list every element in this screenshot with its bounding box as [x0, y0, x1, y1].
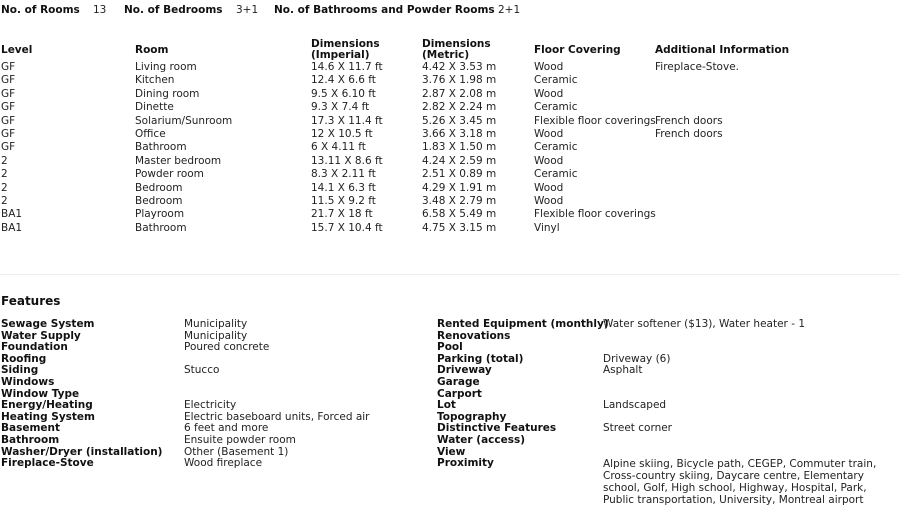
- feature-label: Topography: [437, 410, 507, 423]
- cell-floor: Wood: [534, 61, 564, 73]
- cell-imperial: 13.11 X 8.6 ft: [311, 154, 383, 167]
- cell-metric: 4.29 X 1.91 m: [422, 181, 497, 194]
- feature-label: Energy/Heating: [1, 399, 93, 412]
- rooms-count-label: No. of Rooms: [1, 4, 80, 16]
- cell-room: Office: [135, 128, 166, 140]
- table-row: [0, 115, 900, 128]
- cell-room: Bedroom: [135, 195, 183, 207]
- cell-level: GF: [1, 74, 16, 87]
- cell-room: Kitchen: [135, 74, 175, 87]
- feature-label: Lot: [437, 399, 456, 412]
- feature-label: Distinctive Features: [437, 422, 557, 435]
- col-room-header: Room: [135, 44, 169, 56]
- feature-label: Water Supply: [1, 329, 81, 342]
- cell-level: GF: [1, 141, 16, 154]
- cell-metric: 5.26 X 3.45 m: [422, 114, 497, 127]
- bedrooms-count-label: No. of Bedrooms: [124, 4, 223, 16]
- cell-imperial: 14.6 X 11.7 ft: [311, 61, 383, 73]
- cell-floor: Ceramic: [534, 101, 578, 114]
- cell-room: Powder room: [135, 168, 204, 181]
- feature-label: Pool: [437, 341, 463, 354]
- feature-label: Fireplace-Stove: [1, 457, 94, 470]
- cell-room: Solarium/Sunroom: [135, 114, 233, 127]
- cell-imperial: 14.1 X 6.3 ft: [311, 181, 376, 194]
- table-row: [0, 222, 900, 235]
- cell-room: Master bedroom: [135, 154, 222, 167]
- cell-imperial: 11.5 X 9.2 ft: [311, 195, 376, 207]
- table-row: [0, 182, 900, 195]
- cell-metric: 6.58 X 5.49 m: [422, 208, 497, 221]
- cell-level: GF: [1, 87, 16, 100]
- feature-value: 6 feet and more: [184, 422, 269, 435]
- cell-level: 2: [1, 154, 8, 167]
- cell-metric: 3.76 X 1.98 m: [422, 74, 497, 87]
- feature-value: Wood fireplace: [184, 457, 263, 470]
- feature-label: Parking (total): [437, 352, 524, 365]
- cell-room: Bathroom: [135, 141, 187, 154]
- table-row: [0, 128, 900, 141]
- table-row: [0, 74, 900, 87]
- feature-label: View: [437, 445, 466, 458]
- feature-label: Roofing: [1, 352, 47, 365]
- feature-value: Poured concrete: [184, 341, 270, 354]
- cell-imperial: 12.4 X 6.6 ft: [311, 74, 376, 87]
- col-imperial-header-line2: (Imperial): [311, 49, 370, 61]
- col-metric-header: [422, 39, 491, 61]
- cell-level: GF: [1, 61, 16, 73]
- cell-floor: Wood: [534, 128, 564, 140]
- feature-label: Siding: [1, 364, 39, 377]
- bathrooms-count-label: No. of Bathrooms and Powder Rooms: [274, 4, 495, 16]
- cell-metric: 2.82 X 2.24 m: [422, 101, 497, 114]
- cell-metric: 4.24 X 2.59 m: [422, 154, 497, 167]
- feature-value: Municipality: [184, 329, 248, 342]
- section-divider: [0, 274, 900, 275]
- cell-floor: Wood: [534, 87, 564, 100]
- col-info-header: Additional Information: [655, 44, 790, 56]
- cell-floor: Flexible floor coverings: [534, 208, 656, 221]
- table-row: [0, 208, 900, 221]
- feature-value: Electric baseboard units, Forced air: [184, 410, 370, 423]
- feature-value: Ensuite powder room: [184, 434, 296, 446]
- table-row: [0, 88, 900, 101]
- cell-level: 2: [1, 195, 8, 207]
- feature-value: Municipality: [184, 318, 248, 330]
- feature-label: Rented Equipment (monthly): [437, 318, 609, 330]
- cell-room: Dining room: [135, 87, 200, 100]
- table-row: [0, 195, 900, 208]
- cell-metric: 4.75 X 3.15 m: [422, 221, 497, 234]
- feature-label: Foundation: [1, 341, 68, 354]
- feature-value: Driveway (6): [603, 352, 671, 365]
- feature-label: Washer/Dryer (installation): [1, 445, 163, 458]
- cell-info: French doors: [655, 114, 723, 127]
- cell-level: GF: [1, 114, 16, 127]
- cell-room: Bathroom: [135, 221, 187, 234]
- feature-label: Water (access): [437, 434, 526, 446]
- cell-floor: Vinyl: [534, 221, 560, 234]
- cell-floor: Ceramic: [534, 141, 578, 154]
- feature-value: Landscaped: [603, 399, 667, 412]
- cell-room: Living room: [135, 61, 197, 73]
- feature-label: Window Type: [1, 387, 80, 400]
- cell-info: French doors: [655, 128, 723, 140]
- proximity-value: Alpine skiing, Bicycle path, CEGEP, Commuter train, Cross-country skiing, Daycare centre, Elementary school, Golf, High school, Highway, Hospital, Park, Public transportation, University, Montreal airport: [603, 458, 877, 506]
- feature-value: Other (Basement 1): [184, 445, 289, 458]
- cell-floor: Wood: [534, 154, 564, 167]
- cell-imperial: 15.7 X 10.4 ft: [311, 221, 383, 234]
- cell-room: Dinette: [135, 101, 174, 114]
- cell-room: Playroom: [135, 208, 185, 221]
- cell-info: Fireplace-Stove.: [655, 61, 739, 73]
- col-level-header: Level: [1, 44, 33, 56]
- cell-imperial: 9.3 X 7.4 ft: [311, 101, 370, 114]
- feature-label: Windows: [1, 376, 55, 388]
- table-row: [0, 168, 900, 181]
- cell-level: GF: [1, 128, 16, 140]
- table-row: [0, 141, 900, 154]
- table-row: [0, 155, 900, 168]
- cell-imperial: 6 X 4.11 ft: [311, 141, 366, 154]
- feature-value: Asphalt: [603, 364, 643, 377]
- cell-level: 2: [1, 181, 8, 194]
- table-row: [0, 61, 900, 74]
- cell-floor: Wood: [534, 195, 564, 207]
- feature-label: Garage: [437, 376, 480, 388]
- cell-metric: 3.48 X 2.79 m: [422, 195, 497, 207]
- cell-level: GF: [1, 101, 16, 114]
- feature-value: Water softener ($13), Water heater - 1: [603, 318, 806, 330]
- cell-floor: Ceramic: [534, 74, 578, 87]
- cell-imperial: 8.3 X 2.11 ft: [311, 168, 376, 181]
- feature-label: Sewage System: [1, 318, 95, 330]
- cell-imperial: 21.7 X 18 ft: [311, 208, 373, 221]
- cell-imperial: 12 X 10.5 ft: [311, 128, 373, 140]
- cell-metric: 4.42 X 3.53 m: [422, 61, 497, 73]
- col-floor-header: Floor Covering: [534, 44, 621, 56]
- feature-label: Basement: [1, 422, 61, 435]
- features-title: Features: [1, 294, 61, 308]
- cell-metric: 2.87 X 2.08 m: [422, 87, 497, 100]
- cell-imperial: 17.3 X 11.4 ft: [311, 114, 383, 127]
- col-metric-header-line2: (Metric): [422, 49, 470, 61]
- cell-metric: 2.51 X 0.89 m: [422, 168, 497, 181]
- cell-level: 2: [1, 168, 8, 181]
- feature-label: Renovations: [437, 329, 511, 342]
- bathrooms-count-value: 2+1: [498, 4, 521, 16]
- cell-imperial: 9.5 X 6.10 ft: [311, 87, 376, 100]
- cell-metric: 3.66 X 3.18 m: [422, 128, 497, 140]
- cell-metric: 1.83 X 1.50 m: [422, 141, 497, 154]
- cell-floor: Ceramic: [534, 168, 578, 181]
- col-imperial-header-line1: Dimensions: [311, 38, 380, 50]
- cell-floor: Wood: [534, 181, 564, 194]
- bedrooms-count-value: 3+1: [236, 4, 259, 16]
- feature-value: Electricity: [184, 399, 237, 412]
- table-row: [0, 101, 900, 114]
- feature-value: Stucco: [184, 364, 220, 377]
- col-imperial-header: [311, 39, 380, 61]
- cell-level: BA1: [1, 208, 23, 221]
- cell-floor: Flexible floor coverings: [534, 114, 656, 127]
- cell-level: BA1: [1, 221, 23, 234]
- feature-label: Bathroom: [1, 434, 60, 446]
- feature-label: Heating System: [1, 410, 95, 423]
- feature-label: Carport: [437, 387, 482, 400]
- col-metric-header-line1: Dimensions: [422, 38, 491, 50]
- cell-room: Bedroom: [135, 181, 183, 194]
- feature-label: Driveway: [437, 364, 492, 377]
- feature-label: Proximity: [437, 457, 494, 470]
- feature-value: Street corner: [603, 422, 673, 435]
- rooms-count-value: 13: [93, 4, 107, 16]
